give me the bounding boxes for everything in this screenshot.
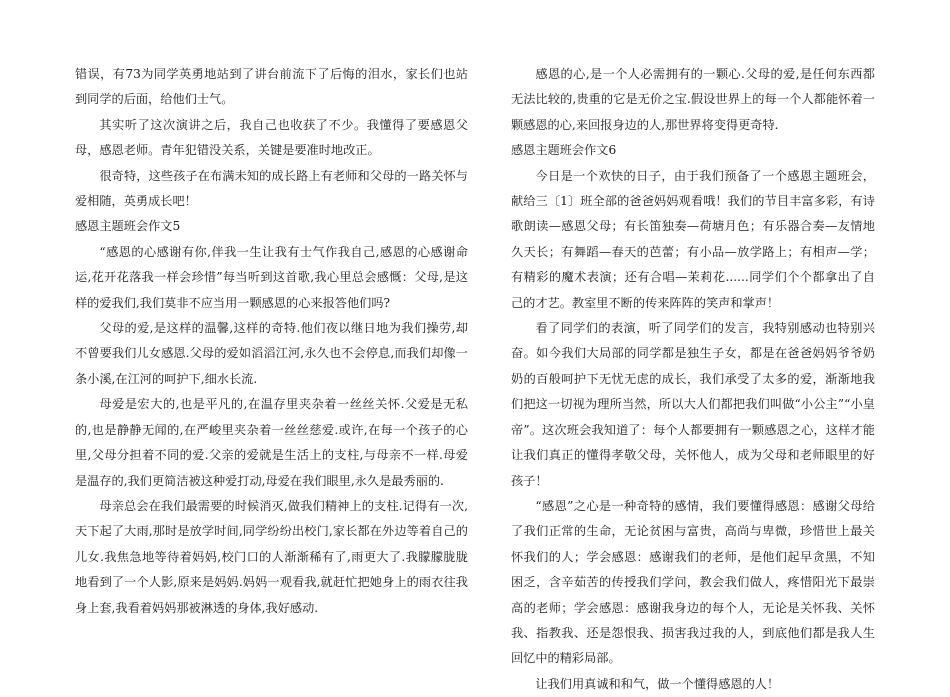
section-heading: 感恩主题班会作文5 bbox=[75, 219, 181, 234]
paragraph: 其实听了这次演讲之后，我自己也收获了不少。我懂得了要感恩父母，感恩老师。青年犯错没关系，关键是要准时地改正。 bbox=[75, 117, 468, 158]
paragraph: “感恩的心感谢有你,伴我一生让我有士气作我自己,感恩的心感谢命运,花开花落我一样会珍惜”每当听到这首歌,我心里总会感慨：父母,是这样的爱我们,我们莫非不应当用一颗感恩的心来报答他们吗? bbox=[75, 244, 468, 310]
paragraph: 母亲总会在我们最需要的时候消灭,做我们精神上的支柱.记得有一次,天下起了大雨,那时是放学时间,同学纷纷出校门,家长都在外边等着自己的儿女.我焦急地等待着妈妈,校门口的人渐渐稀有了,雨更大了.我朦朦胧胧地看到了一个人影,原来是妈妈.妈妈一观看我,就赶忙把她身上的雨衣往我身上套,我看着妈妈那被淋透的身体,我好感动. bbox=[75, 498, 468, 615]
section-heading: 感恩主题班会作文6 bbox=[511, 143, 617, 158]
paragraph: “感恩”之心是一种奇特的感情，我们要懂得感恩：感谢父母给了我们正常的生命，无论贫困与富贵，高尚与卑微，珍惜世上最关怀我们的人；学会感恩：感谢我们的老师，是他们起早贪黑，不知困乏，含辛茹苦的传授我们学问，教会我们做人，疼惜阳光下最崇高的老师；学会感恩：感谢我身边的每个人，无论是关怀我、关怀我、指教我、还是怨恨我、损害我过我的人，到底他们都是我人生回忆中的精彩局部。 bbox=[511, 498, 875, 666]
paragraph: 让我们用真诚和和气，做一个懂得感恩的人！ bbox=[535, 676, 780, 691]
paragraph: 母爱是宏大的,也是平凡的,在温存里夹杂着一丝丝关怀.父爱是无私的,也是静静无闻的,在严峻里夹杂着一丝丝慈爱.或许,在每一个孩子的心里,父母分担着不同的爱.父亲的爱就是生活上的支柱,与母亲不一样.母爱是温存的,我们更简洁被这种爱打动,母爱在我们眼里,永久是最秀丽的. bbox=[75, 397, 468, 488]
paragraph: 看了同学们的表演，听了同学们的发言，我特别感动也特别兴奋。如今我们大局部的同学都是独生子女，都是在爸爸妈妈爷爷奶奶的百般呵护下无忧无虑的成长，我们承受了太多的爱，渐渐地我们把这一切视为理所当然，所以大人们都把我们叫做“小公主”“小皇帝”。这次班会我知道了：每个人都要拥有一颗感恩之心，这样才能让我们真正的懂得孝敬父母，关怀他人，成为父母和老师眼里的好孩子！ bbox=[511, 321, 875, 488]
paragraph: 父母的爱,是这样的温馨,这样的奇特.他们夜以继日地为我们操劳,却不曾要我们儿女感恩.父母的爱如滔滔江河,永久也不会停息,而我们却像一条小溪,在江河的呵护下,细水长流. bbox=[75, 321, 468, 386]
left-column bbox=[75, 62, 468, 621]
paragraph: 错误，有73为同学英勇地站到了讲台前流下了后悔的泪水，家长们也站到同学的后面，给他们士气。 bbox=[75, 67, 468, 107]
paragraph: 很奇特，这些孩子在布满未知的成长路上有老师和父母的一路关怀与爱相随，英勇成长吧！ bbox=[75, 168, 468, 209]
paragraph: 今日是一个欢快的日子，由于我们预备了一个感恩主题班会，献给三〔1〕班全部的爸爸妈妈观看哦！我们的节目丰富多彩，有诗歌朗读—感恩父母；有长笛独奏—荷塘月色；有乐器合奏—友情地久天长；有舞蹈—春天的芭蕾；有小品—放学路上；有相声—学；有精彩的魔术表演；还有合唱—茉莉花......同学们个个都拿出了自己的才艺。教室里不断的传来阵阵的笑声和掌声！ bbox=[511, 168, 875, 310]
paragraph: 感恩的心,是一个人必需拥有的一颗心.父母的爱,是任何东西都无法比较的,贵重的它是无价之宝.假设世界上的每一个人都能怀着一颗感恩的心,来回报身边的人,那世界将变得更奇特. bbox=[511, 67, 875, 132]
right-column bbox=[511, 62, 875, 697]
